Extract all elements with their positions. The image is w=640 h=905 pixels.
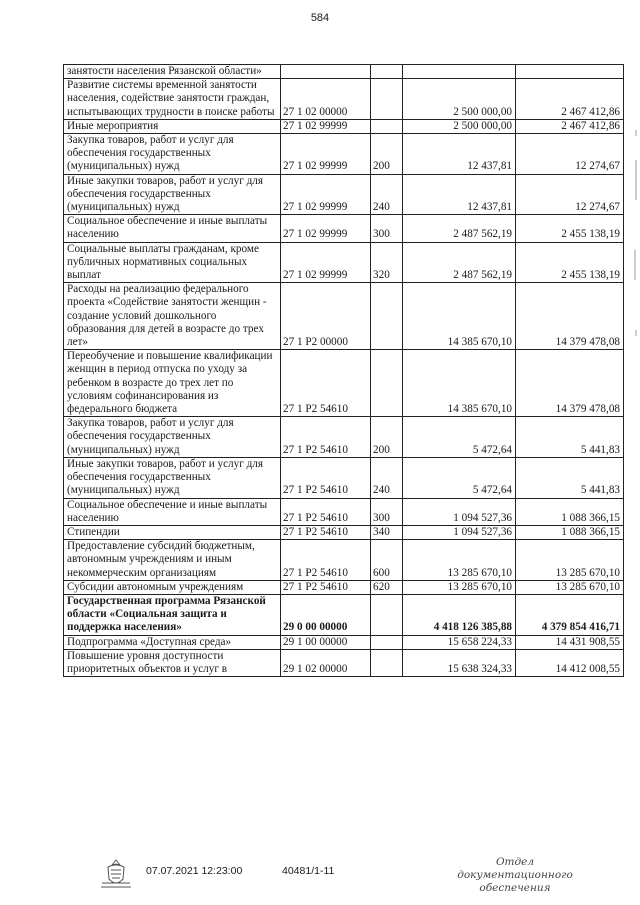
row-expense-type-cell: 300 xyxy=(371,498,403,525)
row-plan-amount-cell: 1 094 527,36 xyxy=(403,498,516,525)
row-expense-type-cell xyxy=(371,65,403,79)
row-actual-amount-cell: 12 274,67 xyxy=(516,134,624,175)
footer-department-stamp: Отдел документационного обеспечения xyxy=(457,856,573,894)
row-actual-amount-cell: 2 467 412,86 xyxy=(516,79,624,120)
row-plan-amount-cell: 4 418 126 385,88 xyxy=(403,594,516,635)
row-name-cell: Иные закупки товаров, работ и услуг для обеспечения государственных (муниципальных) нужд xyxy=(64,174,281,215)
row-expense-type-cell: 200 xyxy=(371,134,403,175)
row-expense-type-cell: 320 xyxy=(371,242,403,283)
row-code-cell: 27 1 02 99999 xyxy=(281,119,371,133)
row-expense-type-cell xyxy=(371,79,403,120)
row-actual-amount-cell: 2 455 138,19 xyxy=(516,242,624,283)
row-plan-amount-cell: 2 487 562,19 xyxy=(403,215,516,242)
row-plan-amount-cell: 5 472,64 xyxy=(403,457,516,498)
row-name-cell: Государственная программа Рязанской области «Социальная защита и поддержка населения» xyxy=(64,594,281,635)
table-row xyxy=(64,635,624,649)
row-name-cell: Переобучение и повышение квалификации женщин в период отпуска по уходу за ребенком в возрасте до трех лет по условиям софинансирования из федерального бюджета xyxy=(64,350,281,417)
row-code-cell: 27 1 P2 54610 xyxy=(281,457,371,498)
row-actual-amount-cell: 13 285 670,10 xyxy=(516,580,624,594)
row-plan-amount-cell: 2 500 000,00 xyxy=(403,79,516,120)
row-name-cell: Закупка товаров, работ и услуг для обеспечения государственных (муниципальных) нужд xyxy=(64,417,281,458)
table-row xyxy=(64,580,624,594)
row-name-cell: Иные мероприятия xyxy=(64,119,281,133)
budget-table xyxy=(63,64,624,677)
row-name-cell: Закупка товаров, работ и услуг для обеспечения государственных (муниципальных) нужд xyxy=(64,134,281,175)
row-code-cell: 27 1 P2 00000 xyxy=(281,283,371,350)
row-actual-amount-cell: 4 379 854 416,71 xyxy=(516,594,624,635)
row-plan-amount-cell: 12 437,81 xyxy=(403,134,516,175)
row-expense-type-cell: 340 xyxy=(371,525,403,539)
table-row xyxy=(64,174,624,215)
footer-doc-number: 40481/1-11 xyxy=(282,865,335,877)
budget-table-body xyxy=(64,65,624,677)
table-row xyxy=(64,350,624,417)
row-actual-amount-cell: 2 455 138,19 xyxy=(516,215,624,242)
row-expense-type-cell xyxy=(371,119,403,133)
table-row xyxy=(64,525,624,539)
table-row xyxy=(64,65,624,79)
row-code-cell xyxy=(281,65,371,79)
table-row xyxy=(64,215,624,242)
row-name-cell: Социальные выплаты гражданам, кроме публичных нормативных социальных выплат xyxy=(64,242,281,283)
row-actual-amount-cell: 2 467 412,86 xyxy=(516,119,624,133)
table-row xyxy=(64,649,624,676)
row-expense-type-cell: 600 xyxy=(371,540,403,581)
row-name-cell: Предоставление субсидий бюджетным, автономным учреждениям и иным некоммерческим организациям xyxy=(64,540,281,581)
table-row xyxy=(64,498,624,525)
row-code-cell: 29 0 00 00000 xyxy=(281,594,371,635)
row-code-cell: 27 1 02 99999 xyxy=(281,134,371,175)
scan-margin-marks xyxy=(632,130,640,370)
row-plan-amount-cell: 15 658 224,33 xyxy=(403,635,516,649)
row-name-cell: Стипендии xyxy=(64,525,281,539)
table-row xyxy=(64,417,624,458)
row-plan-amount-cell xyxy=(403,65,516,79)
row-code-cell: 29 1 02 00000 xyxy=(281,649,371,676)
table-row xyxy=(64,119,624,133)
row-code-cell: 27 1 02 99999 xyxy=(281,215,371,242)
row-name-cell: Развитие системы временной занятости населения, содействие занятости граждан, испытывающих трудности в поиске работы xyxy=(64,79,281,120)
row-code-cell: 27 1 02 00000 xyxy=(281,79,371,120)
row-actual-amount-cell: 1 088 366,15 xyxy=(516,498,624,525)
row-name-cell: Повышение уровня доступности приоритетных объектов и услуг в xyxy=(64,649,281,676)
row-code-cell: 27 1 02 99999 xyxy=(281,242,371,283)
row-expense-type-cell: 300 xyxy=(371,215,403,242)
row-name-cell: Субсидии автономным учреждениям xyxy=(64,580,281,594)
row-name-cell: Иные закупки товаров, работ и услуг для обеспечения государственных (муниципальных) нужд xyxy=(64,457,281,498)
row-code-cell: 29 1 00 00000 xyxy=(281,635,371,649)
row-name-cell: Социальное обеспечение и иные выплаты населению xyxy=(64,215,281,242)
row-name-cell: занятости населения Рязанской области» xyxy=(64,65,281,79)
row-code-cell: 27 1 P2 54610 xyxy=(281,417,371,458)
table-row xyxy=(64,79,624,120)
row-actual-amount-cell: 12 274,67 xyxy=(516,174,624,215)
row-expense-type-cell xyxy=(371,283,403,350)
row-plan-amount-cell: 5 472,64 xyxy=(403,417,516,458)
row-code-cell: 27 1 P2 54610 xyxy=(281,525,371,539)
coat-of-arms-stamp-icon xyxy=(98,857,134,891)
row-expense-type-cell: 240 xyxy=(371,174,403,215)
row-actual-amount-cell: 14 379 478,08 xyxy=(516,283,624,350)
row-name-cell: Подпрограмма «Доступная среда» xyxy=(64,635,281,649)
row-plan-amount-cell: 13 285 670,10 xyxy=(403,580,516,594)
row-plan-amount-cell: 13 285 670,10 xyxy=(403,540,516,581)
row-plan-amount-cell: 15 638 324,33 xyxy=(403,649,516,676)
row-name-cell: Расходы на реализацию федерального проекта «Содействие занятости женщин - создание условий дошкольного образования для детей в возрасте до трех лет» xyxy=(64,283,281,350)
row-plan-amount-cell: 2 500 000,00 xyxy=(403,119,516,133)
row-actual-amount-cell: 14 431 908,55 xyxy=(516,635,624,649)
row-plan-amount-cell: 12 437,81 xyxy=(403,174,516,215)
table-row xyxy=(64,134,624,175)
row-actual-amount-cell: 14 379 478,08 xyxy=(516,350,624,417)
row-actual-amount-cell: 14 412 008,55 xyxy=(516,649,624,676)
row-expense-type-cell: 240 xyxy=(371,457,403,498)
row-plan-amount-cell: 14 385 670,10 xyxy=(403,350,516,417)
row-plan-amount-cell: 14 385 670,10 xyxy=(403,283,516,350)
row-code-cell: 27 1 P2 54610 xyxy=(281,540,371,581)
footer-datetime: 07.07.2021 12:23:00 xyxy=(146,865,243,877)
table-row xyxy=(64,594,624,635)
table-row xyxy=(64,283,624,350)
table-row xyxy=(64,242,624,283)
row-code-cell: 27 1 P2 54610 xyxy=(281,580,371,594)
row-plan-amount-cell: 1 094 527,36 xyxy=(403,525,516,539)
table-row xyxy=(64,457,624,498)
page-number: 584 xyxy=(310,12,330,24)
row-actual-amount-cell xyxy=(516,65,624,79)
row-code-cell: 27 1 P2 54610 xyxy=(281,498,371,525)
row-actual-amount-cell: 5 441,83 xyxy=(516,417,624,458)
table-row xyxy=(64,540,624,581)
row-actual-amount-cell: 13 285 670,10 xyxy=(516,540,624,581)
row-code-cell: 27 1 02 99999 xyxy=(281,174,371,215)
row-code-cell: 27 1 P2 54610 xyxy=(281,350,371,417)
row-expense-type-cell xyxy=(371,350,403,417)
row-expense-type-cell xyxy=(371,635,403,649)
row-actual-amount-cell: 5 441,83 xyxy=(516,457,624,498)
row-expense-type-cell xyxy=(371,649,403,676)
row-actual-amount-cell: 1 088 366,15 xyxy=(516,525,624,539)
row-name-cell: Социальное обеспечение и иные выплаты населению xyxy=(64,498,281,525)
row-expense-type-cell: 620 xyxy=(371,580,403,594)
row-expense-type-cell: 200 xyxy=(371,417,403,458)
row-expense-type-cell xyxy=(371,594,403,635)
row-plan-amount-cell: 2 487 562,19 xyxy=(403,242,516,283)
